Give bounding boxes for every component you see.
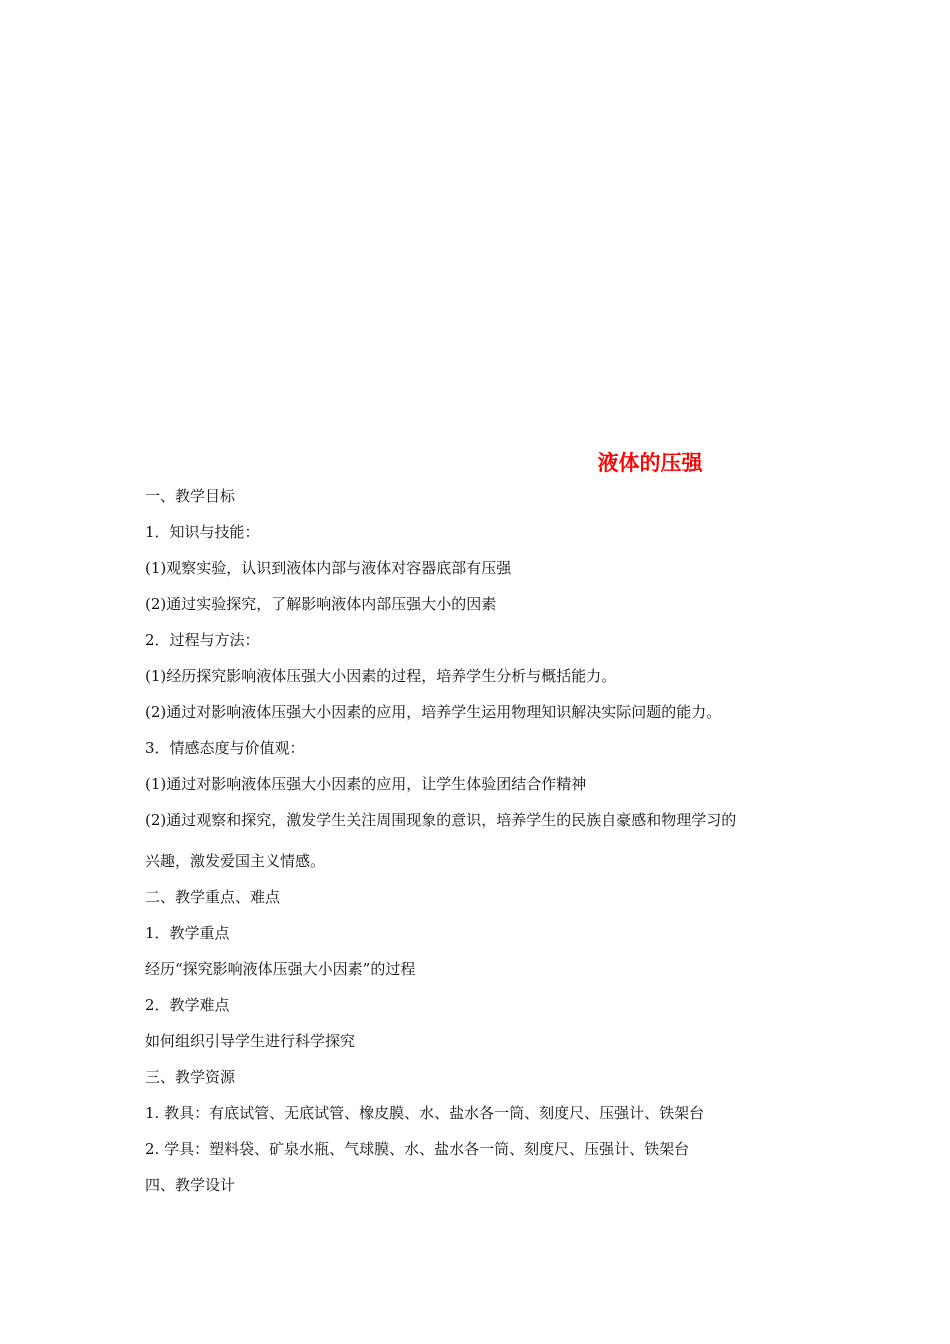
emotion-item-1: (1)通过对影响液体压强大小因素的应用，让学生体验团结合作精神: [145, 775, 587, 793]
teaching-focus-text: 经历“探究影响液体压强大小因素”的过程: [145, 960, 416, 978]
subheading-process: 2．过程与方法：: [145, 631, 260, 649]
subheading-knowledge: 1．知识与技能：: [145, 523, 260, 541]
knowledge-item-1: (1)观察实验，认识到液体内部与液体对容器底部有压强: [145, 559, 512, 577]
section-heading-design: 四、教学设计: [145, 1176, 236, 1194]
resource-item-student-aids: 2. 学具：塑料袋、矿泉水瓶、气球膜、水、盐水各一筒、刻度尺、压强计、铁架台: [145, 1140, 690, 1158]
subheading-teaching-focus: 1．教学重点: [145, 924, 230, 942]
teaching-difficulty-text: 如何组织引导学生进行科学探究: [145, 1032, 356, 1050]
knowledge-item-2: (2)通过实验探究，了解影响液体内部压强大小的因素: [145, 595, 497, 613]
resource-item-teaching-aids: 1. 教具：有底试管、无底试管、橡皮膜、水、盐水各一筒、刻度尺、压强计、铁架台: [145, 1104, 705, 1122]
section-heading-focus: 二、教学重点、难点: [145, 888, 281, 906]
subheading-emotion: 3．情感态度与价值观：: [145, 739, 305, 757]
emotion-item-2-line-2: 兴趣，激发爱国主义情感。: [145, 852, 326, 870]
emotion-item-2-line-1: (2)通过观察和探究，激发学生关注周围现象的意识，培养学生的民族自豪感和物理学习的: [145, 811, 737, 829]
process-item-2: (2)通过对影响液体压强大小因素的应用，培养学生运用物理知识解决实际问题的能力。: [145, 703, 722, 721]
process-item-1: (1)经历探究影响液体压强大小因素的过程，培养学生分析与概括能力。: [145, 667, 617, 685]
subheading-teaching-difficulty: 2．教学难点: [145, 996, 230, 1014]
document-title: 液体的压强: [597, 451, 703, 475]
section-heading-objectives: 一、教学目标: [145, 487, 236, 505]
section-heading-resources: 三、教学资源: [145, 1068, 236, 1086]
